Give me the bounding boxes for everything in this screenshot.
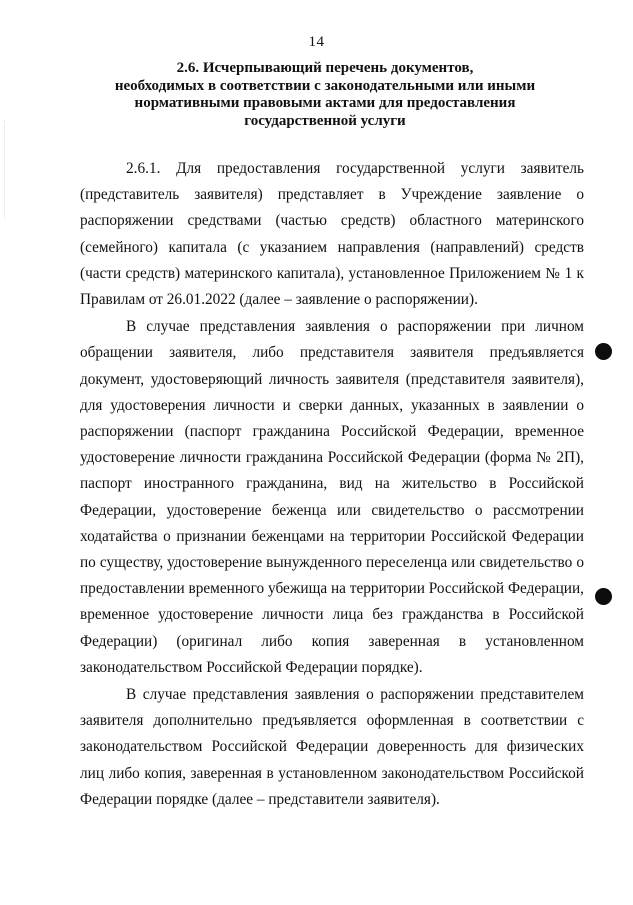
heading-line-1: 2.6. Исчерпывающий перечень документов, — [176, 60, 474, 76]
heading-line-3: нормативными правовыми актами для предоставления — [134, 95, 516, 111]
paragraph-representative: В случае представления заявления о распоряжении представителем заявителя дополнительно предъявляется оформленная в соответствии с законодательством Российской Федерации доверенность для физических лиц либо копия, заверенная в установленном законодательством Российской Федерации порядке (далее – представители заявителя). — [80, 686, 584, 808]
punch-hole-mark-bottom — [595, 588, 612, 605]
punch-hole-mark-top — [595, 343, 612, 360]
section-heading — [90, 60, 560, 130]
body-text — [80, 156, 584, 813]
scan-margin-speck — [4, 120, 8, 220]
page-number: 14 — [308, 34, 325, 50]
paragraph-personal-application: В случае представления заявления о распоряжении при личном обращении заявителя, либо представителя заявителя предъявляется документ, удостоверяющий личность заявителя (представителя заявителя), для удостоверения личности и сверки данных, указанных в заявлении о распоряжении (паспорт гражданина Российской Федерации, временное удостоверение личности гражданина Российской Федерации (форма № 2П), паспорт иностранного гражданина, вид на жительство в Российской Федерации, удостоверение беженца или свидетельство о рассмотрении ходатайства о признании беженцами на территории Российской Федерации по существу, удостоверение вынужденного переселенца или свидетельство о предоставлении временного убежища на территории Российской Федерации, временное удостоверение личности лица без гражданства в Российской Федерации) (оригинал либо копия заверенная в установленном законодательством Российской Федерации порядке). — [80, 318, 585, 676]
paragraph-2-6-1: 2.6.1. Для предоставления государственной услуги заявитель (представитель заявителя) представляет в Учреждение заявление о распоряжении средствами (частью средств) областного материнского (семейного) капитала (с указанием направления (направлений) средств (части средств) материнского капитала), установленное Приложением № 1 к Правилам от 26.01.2022 (далее – заявление о распоряжении). — [80, 160, 584, 309]
heading-line-4: государственной услуги — [244, 112, 406, 129]
heading-line-2: необходимых в соответствии с законодательными или иными — [114, 77, 536, 94]
